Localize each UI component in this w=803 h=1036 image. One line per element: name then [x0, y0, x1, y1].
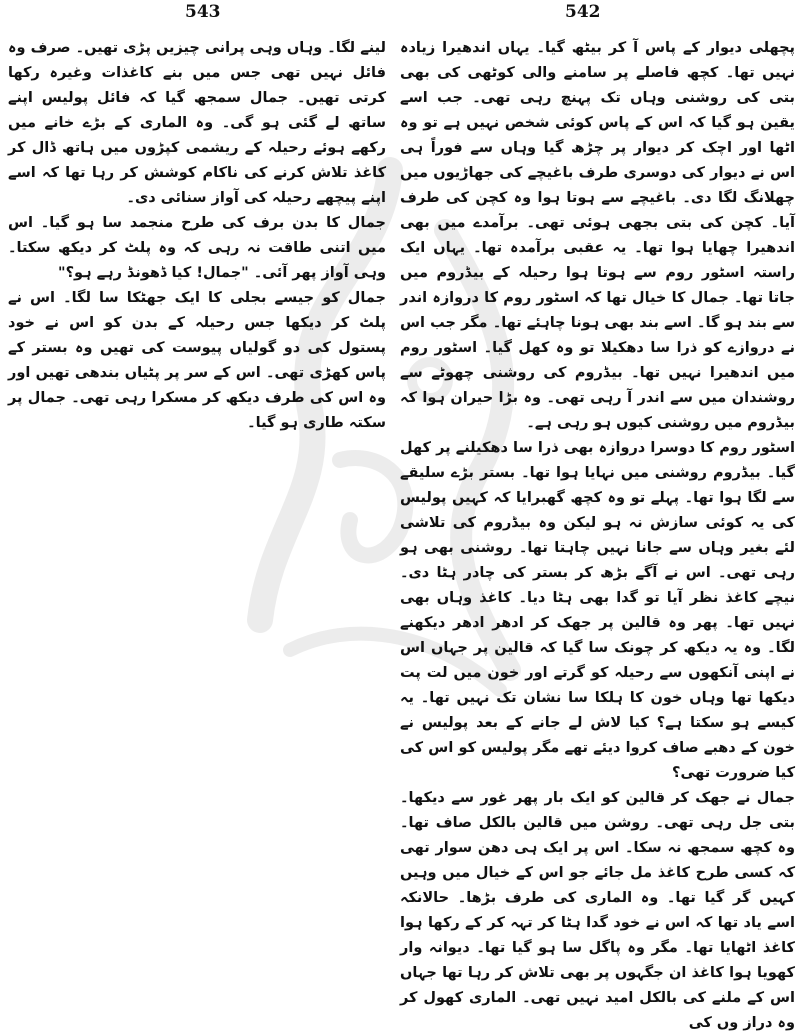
- paragraph: جمال نے جھک کر قالین کو ایک بار پھر غور سے دیکھا۔ بتی جل رہی تھی۔ روشن میں قالین بالکل صاف تھا۔ وہ کچھ سمجھ نہ سکا۔ اس پر ایک ہی دھن سوار تھی کہ کسی طرح کاغذ مل جائے جو اس کے خیال میں وہیں کہیں گر گیا تھا۔ وہ الماری کی طرف بڑھا۔ حالانکہ اسے یاد تھا کہ اس نے خود گدا ہٹا کر تہہ کر کے رکھا ہوا کاغذ اٹھایا تھا۔ مگر وہ پاگل سا ہو گیا تھا۔ دیوانہ وار کھویا ہوا کاغذ ان جگہوں پر بھی تلاش کر رہا تھا جہاں اس کے ملنے کی بالکل امید نہیں تھی۔ الماری کھول کر وہ دراز وں کی: [400, 790, 795, 1031]
- left-column: [8, 36, 386, 436]
- page-number-left: 543: [185, 2, 221, 22]
- paragraph: پچھلی دیوار کے پاس آ کر بیٹھ گیا۔ یہاں اندھیرا زیادہ نہیں تھا۔ کچھ فاصلے پر سامنے والی کوٹھی کی بھی بتی کی روشنی وہاں تک پہنچ رہی تھی۔ جب اسے یقین ہو گیا کہ اس کے پاس کوئی شخص نہیں ہے تو وہ اٹھا اور اچک کر دیوار پر چڑھ گیا وہاں سے فوراً ہی اس نے دیوار کی دوسری طرف باغیچے کی جھاڑیوں میں چھلانگ لگا دی۔ باغیچے سے ہوتا ہوا وہ کچن کی طرف آیا۔ کچن کی بتی بجھی ہوئی تھی۔ برآمدے میں بھی اندھیرا چھایا ہوا تھا۔ یہ عقبی برآمدہ تھا۔ یہاں ایک راستہ اسٹور روم سے ہوتا ہوا رحیلہ کے بیڈروم میں جاتا تھا۔ جمال کا خیال تھا کہ اسٹور روم کا دروازہ اندر سے بند ہو گا۔ اسے بند بھی ہونا چاہئے تھا۔ مگر جب اس نے دروازے کو ذرا سا دھکیلا تو وہ کھل گیا۔ اسٹور روم میں اندھیرا نہیں تھا۔ بیڈروم کی روشنی چھوٹے سے روشندان میں سے اندر آ رہی تھی۔ وہ بڑا حیران ہوا کہ بیڈروم میں روشنی کیوں ہو رہی ہے۔: [400, 40, 795, 431]
- paragraph: لینے لگا۔ وہاں وہی پرانی چیزیں پڑی تھیں۔ صرف وہ فائل نہیں تھی جس میں بنے کاغذات وغیرہ رکھا کرتی تھیں۔ جمال سمجھ گیا کہ فائل پولیس اپنے ساتھ لے گئی ہو گی۔ وہ الماری کے بڑے خانے میں رکھے ہوئے رحیلہ کے ریشمی کپڑوں میں ہاتھ ڈال کر کاغذ تلاش کرنے کی ناکام کوشش کر رہا تھا کہ اسے اپنے پیچھے رحیلہ کی آواز سنائی دی۔: [8, 40, 386, 206]
- paragraph: جمال کو جیسے بجلی کا ایک جھٹکا سا لگا۔ اس نے پلٹ کر دیکھا جس رحیلہ کے بدن کو اس نے خود پستول کی دو گولیاں پیوست کی تھیں وہ بستر کے پاس کھڑی تھی۔ اس کے سر پر پٹیاں بندھی تھیں اور وہ اس کی طرف دیکھ کر مسکرا رہی تھی۔ جمال پر سکتہ طاری ہو گیا۔: [8, 290, 386, 431]
- paragraph: اسٹور روم کا دوسرا دروازہ بھی ذرا سا دھکیلنے پر کھل گیا۔ بیڈروم روشنی میں نہایا ہوا تھا۔ بستر بڑے سلیقے سے لگا ہوا تھا۔ پہلے تو وہ کچھ گھبرایا کہ کہیں پولیس کی یہ کوئی سازش نہ ہو لیکن وہ بیڈروم کی تلاشی لئے بغیر وہاں سے جانا نہیں چاہتا تھا۔ روشنی بھی ہو رہی تھی۔ اس نے آگے بڑھ کر بستر کی چادر ہٹا دی۔ نیچے کاغذ نظر آیا تو گدا بھی ہٹا دیا۔ کاغذ وہاں بھی نہیں تھا۔ پھر وہ قالین پر جھک کر ادھر ادھر دیکھنے لگا۔ وہ یہ دیکھ کر چونک سا گیا کہ قالین پر جہاں اس نے اپنی آنکھوں سے رحیلہ کو گرتے اور خون میں لت پت دیکھا تھا وہاں خون کا ہلکا سا نشان تک نہیں تھا۔ یہ کیسے ہو سکتا ہے؟ کیا لاش لے جانے کے بعد پولیس نے خون کے دھبے صاف کروا دیئے تھے مگر پولیس کو اس کی کیا ضرورت تھی؟: [400, 440, 795, 781]
- right-column: [400, 36, 795, 1036]
- paragraph: جمال کا بدن برف کی طرح منجمد سا ہو گیا۔ اس میں اتنی طاقت نہ رہی کہ وہ پلٹ کر دیکھ سکتا۔ وہی آواز پھر آئی۔ "جمال! کیا ڈھونڈ رہے ہو؟": [8, 215, 386, 281]
- page-number-right: 542: [565, 2, 601, 22]
